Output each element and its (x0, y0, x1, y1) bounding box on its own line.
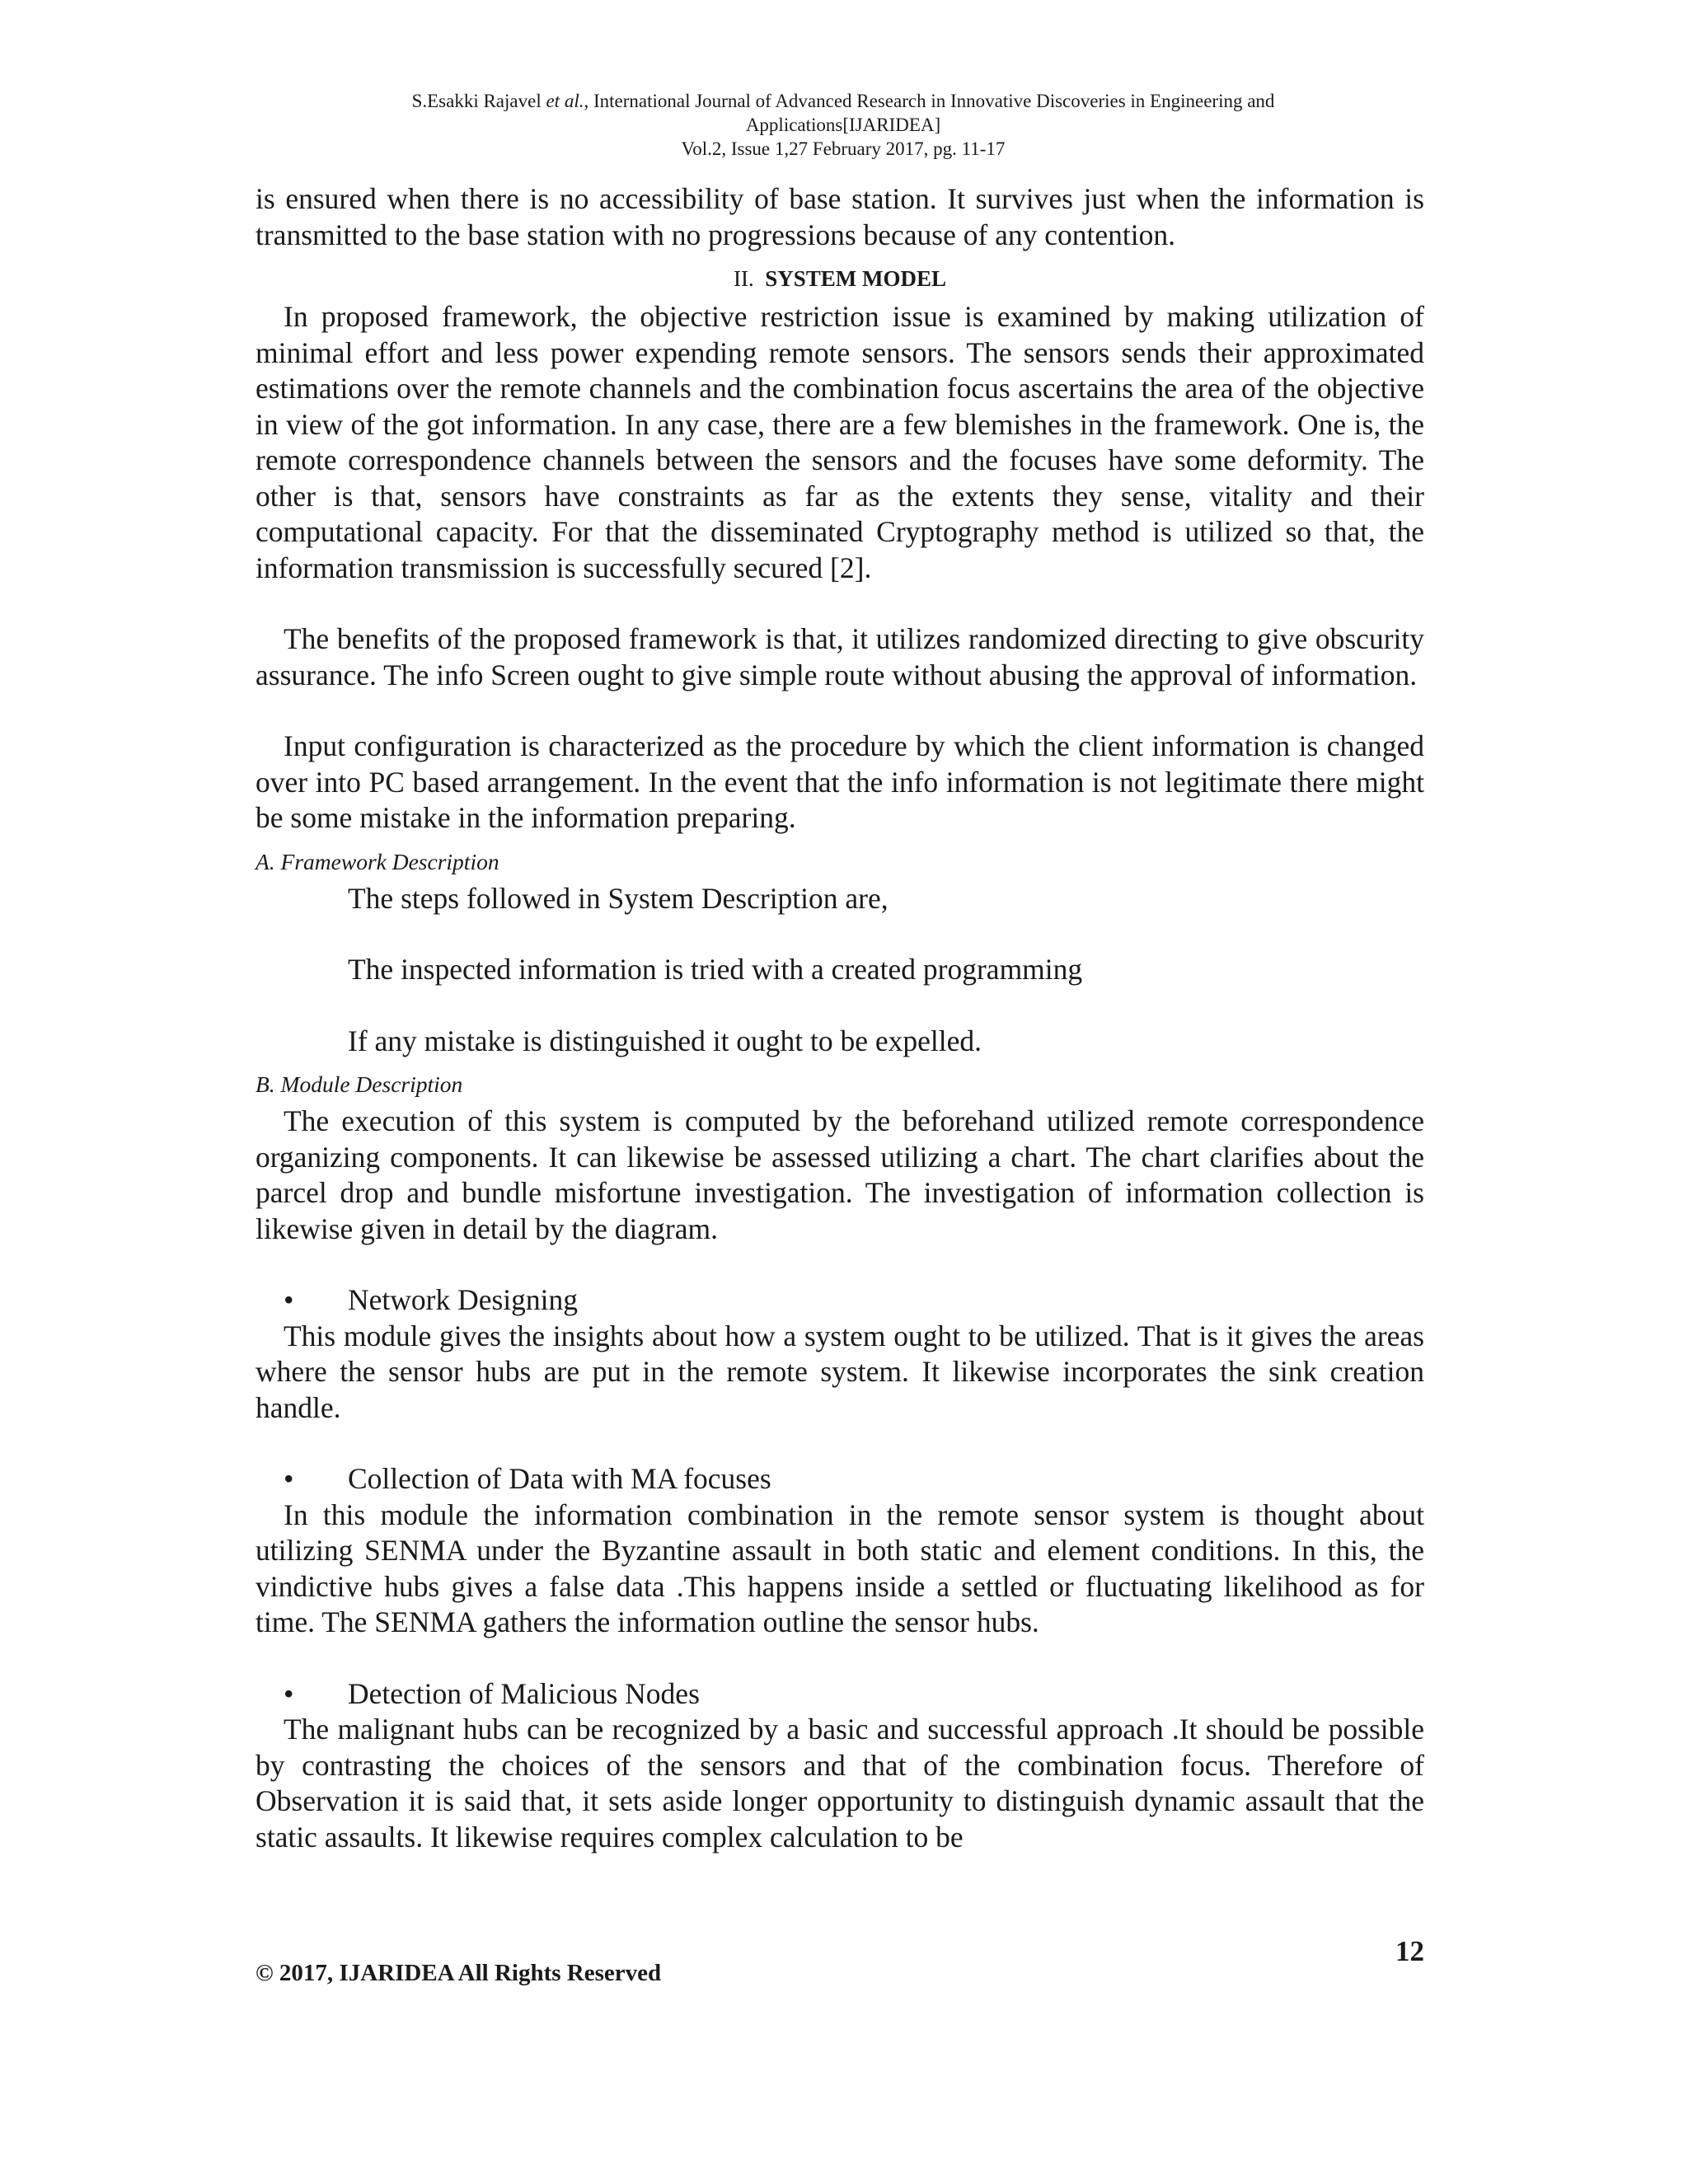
framework-steps (256, 881, 1424, 1060)
step-item: If any mistake is distinguished it ought to be expelled. (348, 1024, 982, 1057)
module-text: This module gives the insights about how a system ought to be utilized. That is it gives the areas where the sensor hubs are put in the remote system. It likewise incorporates the sink creation handle. (256, 1319, 1424, 1424)
subsection-a-heading: A. Framework Description (256, 848, 499, 874)
section-paragraph: Input configuration is characterized as the procedure by which the client information is changed over into PC based arrangement. In the event that the info information is not legitimate there might be some mistake in the information preparing. (256, 729, 1424, 834)
section-paragraph: In proposed framework, the objective restriction issue is examined by making utilization of minimal effort and less power expending remote sensors. The sensors sends their approximated estimations over the remote channels and the combination focus ascertains the area of the objective in view of the got information. In any case, there are a few blemishes in the framework. One is, the remote correspondence channels between the sensors and the focuses have some deformity. The other is that, sensors have constraints as far as the extents they sense, vitality and their computational capacity. For that the disseminated Cryptography method is utilized so that, the information transmission is successfully secured [2]. (256, 300, 1424, 584)
step-item: The inspected information is tried with a created programming (348, 953, 1083, 986)
header-etal: et al., (546, 91, 589, 111)
module-description-paragraph: The execution of this system is computed by the beforehand utilized remote correspondence organizing components. It can likewise be assessed utilizing a chart. The chart clarifies about the parcel drop and bundle misfortune investigation. The investigation of information collection is likewise given in detail by the diagram. (256, 1104, 1424, 1245)
section-heading (256, 266, 1424, 291)
bullet-icon: • (284, 1462, 294, 1495)
page-number: 12 (1395, 1935, 1424, 1967)
module-title: Collection of Data with MA focuses (348, 1462, 771, 1495)
module-text: The malignant hubs can be recognized by a basic and successful approach .It should be possible by contrasting the choices of the sensors and that of the combination focus. Therefore of Observation it is said that, it sets aside longer opportunity to distinguish dynamic assault that the static assaults. It likewise requires complex calculation to be (256, 1713, 1424, 1854)
header-author: S.Esakki Rajavel (411, 91, 546, 111)
header-issue: Vol.2, Issue 1,27 February 2017, pg. 11-17 (681, 138, 1006, 159)
module-bullet (256, 1282, 1424, 1319)
module-text: In this module the information combination in the remote sensor system is thought about utilizing SENMA under the Byzantine assault in both static and element conditions. In this, the vindictive hubs gives a false data .This happens inside a settled or fluctuating likelihood as for time. The SENMA gathers the information outline the sensor hubs. (256, 1497, 1424, 1638)
section-title: SYSTEM MODEL (765, 266, 947, 291)
section-number: II. (733, 266, 754, 291)
module-bullet (256, 1676, 1424, 1713)
header-journal: International Journal of Advanced Research in Innovative Discoveries in Engineering and (588, 91, 1275, 111)
step-item: The steps followed in System Description are, (348, 881, 889, 915)
intro-paragraph: is ensured when there is no accessibility of base station. It survives just when the information is transmitted to the base station with no progressions because of any contention. (256, 182, 1424, 251)
bullet-icon: • (284, 1676, 294, 1710)
running-header (297, 89, 1390, 161)
module-title: Network Designing (348, 1283, 579, 1316)
subsection-b-heading: B. Module Description (256, 1071, 463, 1097)
bullet-icon: • (284, 1283, 294, 1316)
page-body (256, 181, 1424, 1855)
module-bullet (256, 1461, 1424, 1497)
copyright-notice: © 2017, IJARIDEA All Rights Reserved (256, 1960, 662, 1986)
header-citation-line (297, 89, 1390, 113)
module-title: Detection of Malicious Nodes (348, 1676, 700, 1710)
header-journal-abbrev: Applications[IJARIDEA] (745, 115, 941, 135)
section-paragraph: The benefits of the proposed framework is that, it utilizes randomized directing to give obscurity assurance. The info Screen ought to give simple route without abusing the approval of information. (256, 622, 1424, 691)
